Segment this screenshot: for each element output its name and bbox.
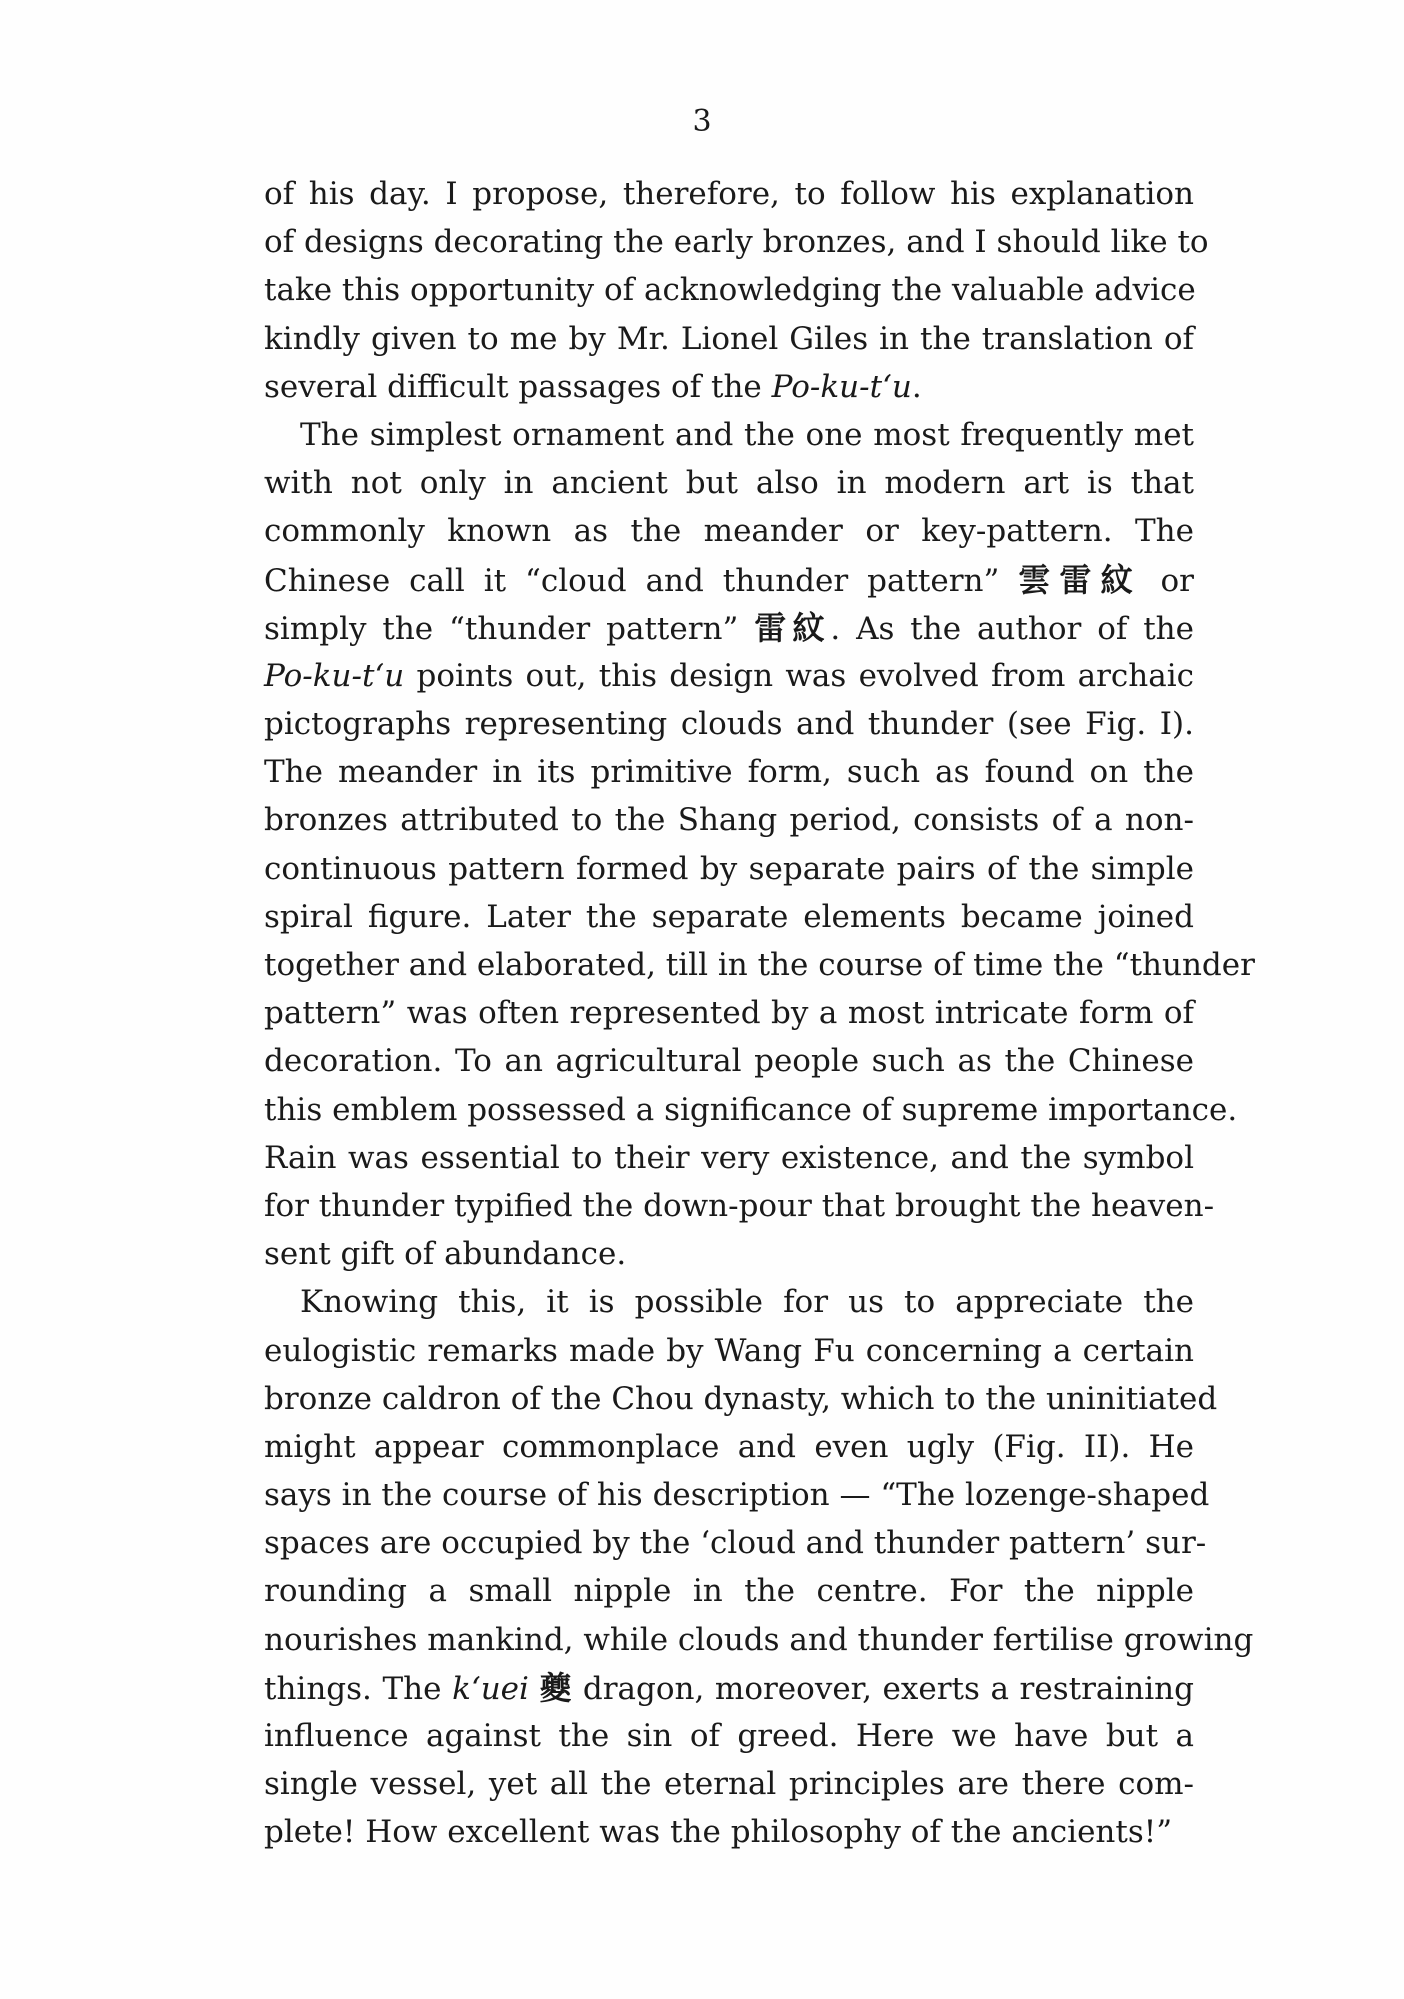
chinese-characters: 雷紋 (754, 608, 831, 647)
text-fragment: things. The (264, 1670, 453, 1707)
text-line (264, 1664, 1194, 1712)
text-fragment: points out, this design was evolved from archaic (404, 657, 1194, 694)
text-line: says in the course of his description — “The lozenge-shaped (264, 1477, 1210, 1514)
text-line: rounding a small nipple in the centre. For the nipple (264, 1573, 1194, 1610)
text-line (264, 604, 1194, 652)
page-number: 3 (692, 104, 712, 139)
text-fragment: several difficult passages of the (264, 368, 772, 405)
text-line (264, 363, 1194, 411)
text-line: bronzes attributed to the Shang period, consists of a non- (264, 802, 1194, 839)
text-line: eulogistic remarks made by Wang Fu concerning a certain (264, 1332, 1194, 1369)
text-line: bronze caldron of the Chou dynasty, which to the uninitiated (264, 1380, 1218, 1417)
paragraph-2 (264, 411, 1255, 1278)
text-fragment: or (1160, 562, 1194, 599)
body-text (264, 170, 1255, 1857)
text-line: decoration. To an agricultural people such as the Chinese (264, 1043, 1194, 1080)
text-line: The meander in its primitive form, such as found on the (264, 754, 1194, 791)
text-line: for thunder typified the down-pour that brought the heaven- (264, 1187, 1215, 1224)
text-line: sent gift of abundance. (264, 1236, 627, 1273)
text-line: spaces are occupied by the ‘cloud and thunder pattern’ sur- (264, 1525, 1207, 1562)
text-line (264, 556, 1194, 604)
text-line: pattern” was often represented by a most intricate form of (264, 995, 1194, 1032)
text-line: this emblem possessed a significance of supreme importance. (264, 1091, 1238, 1128)
text-line (264, 652, 1194, 700)
text-line: of his day. I propose, therefore, to follow his explanation (264, 176, 1194, 212)
text-line: kindly given to me by Mr. Lionel Giles in the translation of (264, 320, 1194, 357)
text-line: Rain was essential to their very existence, and the symbol (264, 1139, 1194, 1176)
text-line: influence against the sin of greed. Here we have but a (264, 1718, 1194, 1754)
text-line: nourishes mankind, while clouds and thunder fertilise growing (264, 1621, 1254, 1658)
text-line: commonly known as the meander or key-pattern. The (264, 513, 1194, 550)
text-fragment: . As the author of the (830, 610, 1194, 647)
text-line: Knowing this, it is possible for us to appreciate the (300, 1284, 1194, 1321)
book-title: Po-ku-t‘u (771, 368, 912, 405)
text-line: with not only in ancient but also in modern art is that (264, 465, 1194, 502)
chinese-characters: 雲雷紋 (1018, 560, 1142, 599)
text-line: together and elaborated, till in the course of time the “thunder (264, 947, 1255, 983)
text-line: single vessel, yet all the eternal principles are there com- (264, 1766, 1194, 1803)
chinese-character: 夔 (539, 1668, 573, 1707)
romanized-term: k‘uei (452, 1670, 529, 1707)
text-line: continuous pattern formed by separate pairs of the simple (264, 850, 1194, 887)
text-fragment: . (911, 368, 922, 405)
text-line: plete! How excellent was the philosophy of the ancients!” (264, 1814, 1173, 1851)
text-line: might appear commonplace and even ugly (Fig. II). He (264, 1428, 1194, 1465)
text-fragment: dragon, moreover, exerts a restraining (582, 1670, 1194, 1707)
book-title: Po-ku-t‘u (264, 657, 405, 694)
text-line: spiral figure. Later the separate elements became joined (264, 898, 1194, 935)
text-fragment: Chinese call it “cloud and thunder pattern” (264, 562, 1000, 599)
text-line: take this opportunity of acknowledging the valuable advice (264, 272, 1196, 309)
text-line: The simplest ornament and the one most frequently met (300, 416, 1194, 453)
text-line: of designs decorating the early bronzes, and I should like to (264, 224, 1209, 261)
paragraph-1 (264, 170, 1209, 411)
paragraph-3 (264, 1278, 1254, 1856)
text-fragment: simply the “thunder pattern” (264, 610, 739, 647)
text-line: pictographs representing clouds and thunder (see Fig. I). (264, 706, 1194, 743)
